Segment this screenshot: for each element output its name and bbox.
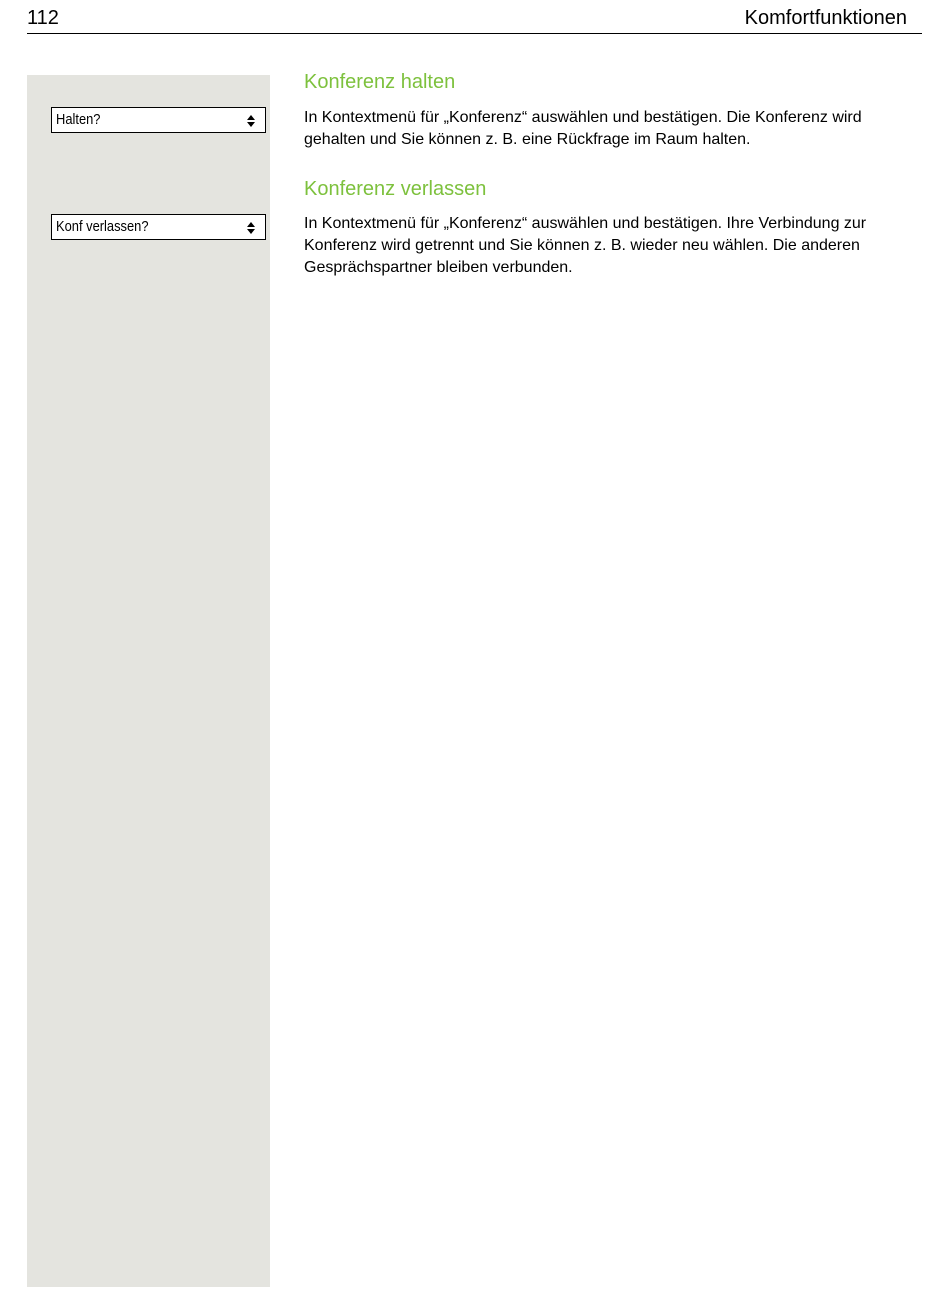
page-number: 112 bbox=[27, 7, 59, 29]
menu-option-konf-verlassen[interactable] bbox=[51, 214, 266, 240]
chapter-title: Komfortfunktionen bbox=[744, 7, 907, 29]
scroll-arrows-icon bbox=[247, 115, 255, 127]
sidebar bbox=[27, 75, 270, 1287]
page-header bbox=[27, 0, 922, 34]
section-text-konferenz-verlassen: In Kontextmenü für „Konferenz“ auswählen und bestätigen. Ihre Verbindung zur Konferenz wird getrennt und Sie können z. B. wieder neu wählen. Die anderen Gesprächspartner bleiben verbunden. bbox=[304, 215, 867, 276]
scroll-arrows-icon bbox=[247, 222, 255, 234]
section-text-konferenz-halten: In Kontextmenü für „Konferenz“ auswählen und bestätigen. Die Konferenz wird gehalten und Sie können z. B. eine Rückfrage im Raum halten. bbox=[304, 109, 862, 148]
menu-option-label: Halten? bbox=[56, 111, 101, 128]
section-heading-konferenz-halten: Konferenz halten bbox=[304, 71, 456, 93]
menu-option-halten[interactable] bbox=[51, 107, 266, 133]
menu-option-label: Konf verlassen? bbox=[56, 218, 149, 235]
section-heading-konferenz-verlassen: Konferenz verlassen bbox=[304, 178, 487, 200]
